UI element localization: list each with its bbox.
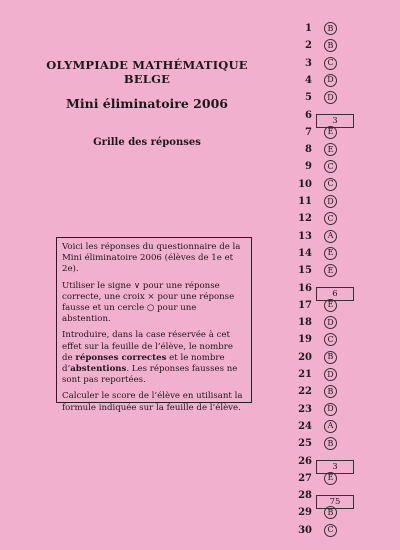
answer-circle: B [324, 351, 337, 364]
instructions-p3-bold-abstentions: abstentions [70, 364, 127, 375]
answer-circle: C [324, 178, 337, 191]
instructions-paragraph-1: Voici les réponses du questionnaire de la Mini éliminatoire 2006 (élèves de 1e et 2e). [62, 242, 241, 275]
answer-number: 12 [298, 213, 312, 225]
answer-circle: B [324, 22, 337, 35]
answer-number: 6 [305, 109, 312, 121]
answer-number: 4 [305, 74, 312, 86]
answer-row [290, 210, 390, 227]
answer-cell [324, 264, 337, 277]
answer-circle: E [324, 247, 337, 260]
answer-circle: D [324, 74, 337, 87]
answer-circle: A [324, 420, 337, 433]
answer-cell [324, 195, 337, 208]
answer-box: 6 [316, 287, 354, 301]
answer-circle: E [324, 143, 337, 156]
answer-box: 75 [316, 495, 354, 509]
answer-circle: B [324, 437, 337, 450]
answer-row [290, 504, 390, 521]
answer-number: 16 [298, 282, 312, 294]
answer-number: 28 [298, 490, 312, 502]
answer-cell [324, 351, 337, 364]
answer-cell [324, 420, 337, 433]
answer-number: 22 [298, 386, 312, 398]
answer-number: 13 [298, 230, 312, 242]
answer-row [290, 245, 390, 262]
instructions-paragraph-2: Utiliser le signe ∨ pour une réponse correcte, une croix × pour une réponse fausse et un cercle ○ pour une abstention. [62, 280, 235, 325]
answer-number: 18 [298, 317, 312, 329]
answer-circle: B [324, 385, 337, 398]
answer-cell [324, 247, 337, 260]
answer-row [290, 435, 390, 452]
answer-number: 1 [305, 23, 312, 34]
answer-cell [324, 126, 337, 139]
instructions-paragraph-3 [62, 330, 246, 386]
answer-box: 3 [316, 114, 354, 128]
answer-number: 20 [298, 351, 312, 363]
answer-row [290, 453, 390, 470]
answer-cell [324, 437, 337, 450]
answer-row [290, 470, 390, 487]
answer-number: 24 [298, 420, 312, 432]
answer-number: 10 [298, 178, 312, 190]
answer-number: 17 [298, 299, 312, 311]
answer-row [290, 193, 390, 210]
answer-number: 15 [298, 265, 312, 277]
answer-cell [324, 333, 337, 346]
answer-row [290, 418, 390, 435]
answer-number: 3 [305, 57, 312, 69]
instructions-p3-text-e: . Les réponses fausses ne sont pas reportées. [62, 364, 238, 386]
answer-cell [324, 39, 337, 52]
answer-number: 29 [298, 507, 312, 519]
answer-number: 7 [305, 126, 312, 138]
answer-number: 19 [298, 334, 312, 346]
answer-row [290, 124, 390, 141]
instructions-box [56, 237, 252, 413]
answer-number: 2 [305, 40, 312, 52]
answer-grid [290, 20, 390, 550]
answer-circle: E [324, 472, 337, 485]
answer-number: 9 [305, 161, 312, 173]
answer-cell [324, 299, 337, 312]
answer-cell [324, 368, 337, 381]
answer-circle: C [324, 524, 337, 537]
answer-circle: E [324, 299, 337, 312]
answer-cell [324, 212, 337, 225]
document-title: OLYMPIADE MATHÉMATIQUE BELGE [46, 58, 248, 86]
answer-cell [324, 22, 337, 35]
answer-cell [324, 143, 337, 156]
answer-row [290, 20, 390, 37]
answer-circle: A [324, 230, 337, 243]
answer-box: 3 [316, 460, 354, 474]
answer-cell [324, 316, 337, 329]
answer-circle: E [324, 126, 337, 139]
answer-row [290, 37, 390, 54]
answer-circle: E [324, 264, 337, 277]
instructions-p3-bold-correct: réponses correctes [75, 352, 167, 363]
instructions-p3-text-c: et le nombre d’ [62, 352, 225, 375]
answer-circle: C [324, 212, 337, 225]
answer-number: 11 [298, 196, 312, 207]
answer-cell [324, 472, 337, 485]
answer-row [290, 522, 390, 539]
grid-heading: Grille des réponses [93, 137, 201, 148]
answer-row [290, 158, 390, 175]
answer-circle: C [324, 57, 337, 70]
answer-number: 27 [298, 472, 312, 484]
answer-circle: C [324, 333, 337, 346]
answer-number: 5 [305, 92, 312, 104]
answer-row [290, 280, 390, 297]
answer-number: 30 [298, 524, 312, 536]
answer-cell [324, 385, 337, 398]
answer-circle: D [324, 368, 337, 381]
answer-row [290, 72, 390, 89]
answer-row [290, 366, 390, 383]
answer-number: 25 [298, 438, 312, 450]
answer-cell [324, 160, 337, 173]
answer-cell [324, 178, 337, 191]
answer-cell [324, 91, 337, 104]
answer-row [290, 297, 390, 314]
answer-circle: C [324, 160, 337, 173]
answer-row [290, 89, 390, 106]
answer-circle: D [324, 195, 337, 208]
answer-number: 14 [298, 247, 312, 259]
answer-cell [324, 506, 337, 519]
answer-circle: D [324, 316, 337, 329]
answer-number: 21 [298, 369, 312, 380]
answer-cell [324, 57, 337, 70]
answer-row [290, 401, 390, 418]
answer-circle: B [324, 506, 337, 519]
answer-cell [324, 524, 337, 537]
answer-cell [324, 74, 337, 87]
answer-row [290, 55, 390, 72]
answer-row [290, 176, 390, 193]
answer-row [290, 107, 390, 124]
answer-row [290, 141, 390, 158]
answer-circle: B [324, 39, 337, 52]
answer-row [290, 262, 390, 279]
answer-row [290, 314, 390, 331]
answer-row [290, 331, 390, 348]
answer-row [290, 487, 390, 507]
answer-row [290, 349, 390, 366]
answer-row [290, 383, 390, 400]
answer-number: 26 [298, 455, 312, 467]
answer-circle: D [324, 91, 337, 104]
answer-cell [324, 230, 337, 243]
instructions-p3-text-a: Introduire, dans la case réservée à cet effet sur la feuille de l’élève, le nombre de [62, 330, 233, 363]
answer-cell [324, 403, 337, 416]
answer-circle: D [324, 403, 337, 416]
document-subtitle: Mini éliminatoire 2006 [66, 96, 228, 111]
answer-row [290, 228, 390, 245]
answer-number: 23 [298, 403, 312, 415]
instructions-paragraph-4: Calculer le score de l’élève en utilisant la formule indiquée sur la feuille de l’élève. [62, 391, 243, 413]
answer-number: 8 [305, 144, 312, 156]
